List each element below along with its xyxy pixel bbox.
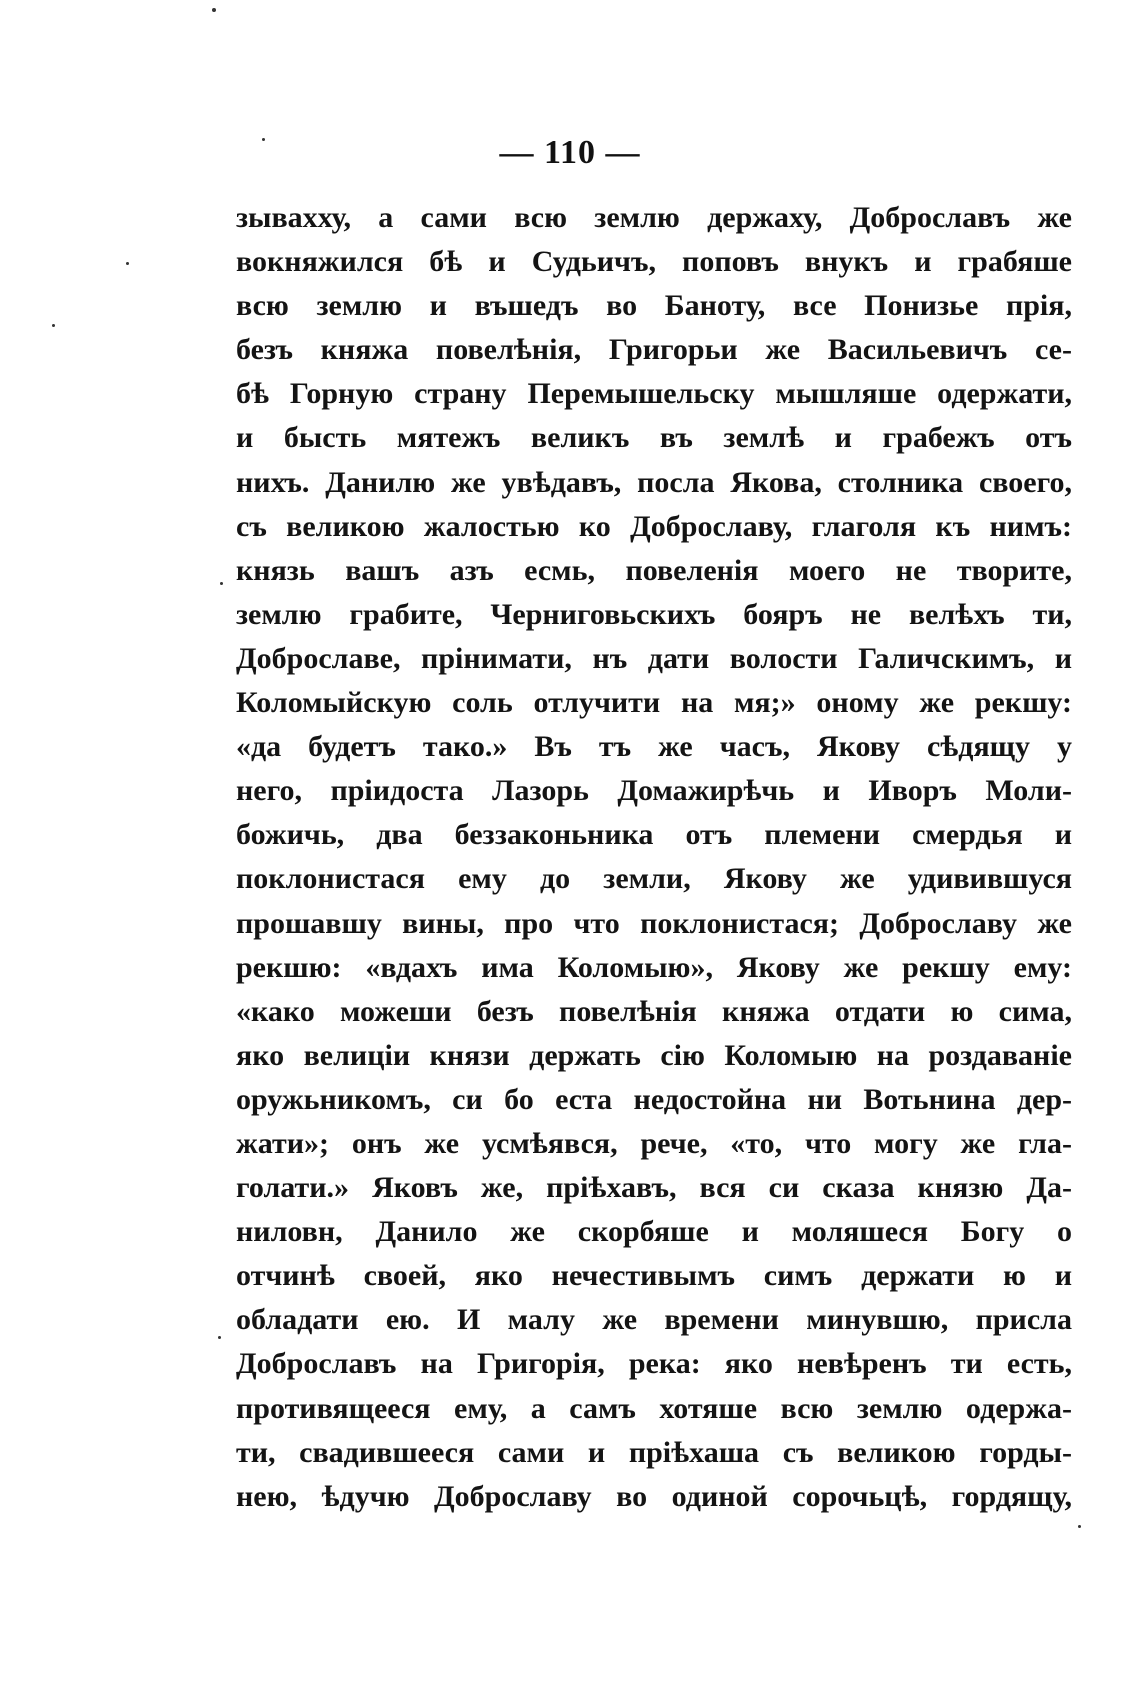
text-line: «да будетъ тако.» Въ тъ же часъ, Якову сѣдящу у [236,730,1072,764]
text-line: божичь, два беззаконьника отъ племени смердья и [236,818,1072,852]
print-speck [212,8,216,12]
text-line: Доброславе, прінимати, нъ дати волости Галичскимъ, и [236,641,1072,675]
text-line: зывахху, а сами всю землю держаху, Доброславъ же [236,201,1072,234]
text-line: ти, свадившееся сами и пріѣхаша съ великою горды- [236,1435,1072,1469]
text-line: прошавшу вины, про что поклонистася; Доброславу же [236,906,1072,940]
text-line: безъ княжа повелѣнія, Григорьи же Васильевичъ се- [236,333,1072,367]
text-line: землю грабите, Черниговьскихъ бояръ не велѣхъ ти, [236,597,1072,631]
text-line: нихъ. Данилю же увѣдавъ, посла Якова, столника своего, [236,465,1072,499]
text-line: всю землю и въшедъ во Баноту, все Понизье прія, [236,289,1072,323]
text-line: голати.» Яковъ же, пріѣхавъ, вся си сказа князю Да- [236,1171,1072,1205]
text-line: яко велиціи князи держать сію Коломыю на роздаваніе [236,1038,1072,1072]
print-speck [220,582,223,585]
print-speck [218,1336,221,1339]
text-line: оружьникомъ, си бо еста недостойна ни Вотьнина дер- [236,1082,1072,1116]
text-line: Доброславъ на Григорія, река: яко невѣренъ ти есть, [236,1347,1072,1381]
text-line: бѣ Горную страну Перемышельску мышляше одержати, [236,377,1072,411]
text-line: обладати ею. И малу же времени минувшю, присла [236,1303,1072,1337]
text-line: и бысть мятежъ великъ въ землѣ и грабежъ отъ [236,421,1072,455]
text-line: нею, ѣдучю Доброславу во одиной сорочьцѣ, гордящу, [236,1479,1072,1513]
print-speck [126,262,129,265]
text-line: «како можеши безъ повелѣнія княжа отдати ю сима, [236,994,1072,1028]
text-line: него, пріидоста Лазорь Домажирѣчь и Иворъ Моли- [236,774,1072,808]
print-speck [1078,1525,1081,1528]
print-speck [262,138,265,141]
text-line: князь вашъ азъ есмь, повеленія моего не творите, [236,553,1072,587]
text-line: поклонистася ему до земли, Якову же удивившуся [236,862,1072,896]
text-line: Коломыйскую соль отлучити на мя;» оному же рекшу: [236,686,1072,720]
text-line: вокняжился бѣ и Судьичъ, поповъ внукъ и грабяше [236,245,1072,279]
body-text [236,196,1072,1519]
print-speck [52,324,55,327]
text-line: ниловн, Данило же скорбяше и моляшеся Богу о [236,1215,1072,1249]
text-line: противящееся ему, а самъ хотяше всю землю одержа- [236,1391,1072,1425]
text-line: съ великою жалостью ко Доброславу, глаголя къ нимъ: [236,509,1072,543]
text-line: отчинѣ своей, яко нечестивымъ симъ держати ю и [236,1259,1072,1293]
text-line: жати»; онъ же усмѣявся, рече, «то, что могу же гла- [236,1126,1072,1160]
text-line: рекшю: «вдахъ има Коломыю», Якову же рекшу ему: [236,950,1072,984]
page-number: — 110 — [499,134,641,171]
